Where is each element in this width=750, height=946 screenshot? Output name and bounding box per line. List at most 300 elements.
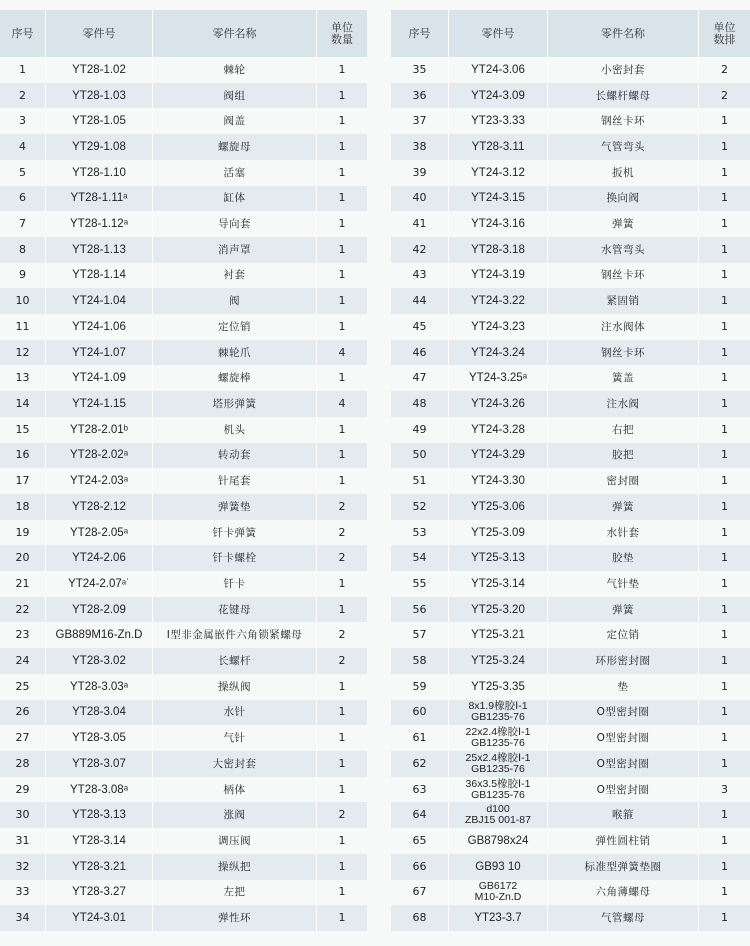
seq-cell: 8 — [19, 242, 26, 256]
table-row — [391, 725, 750, 751]
part-name-cell: 紧固销 — [547, 288, 698, 314]
seq-cell: 56 — [412, 602, 427, 616]
table-row — [391, 57, 750, 83]
table-row — [391, 571, 750, 597]
seq-cell: 11 — [15, 319, 30, 333]
qty-cell: 4 — [316, 391, 367, 417]
part-name-cell: 阀 — [152, 288, 316, 314]
table-row — [0, 391, 367, 417]
qty-cell: 1 — [698, 828, 750, 854]
part-name-cell: O型密封圈 — [547, 777, 698, 803]
seq-cell: 63 — [412, 782, 427, 796]
part-no-cell: YT28-1.14 — [45, 263, 152, 289]
qty-cell: 1 — [316, 777, 367, 803]
part-no-cell: YT24-3.15 — [448, 186, 547, 212]
part-name-cell: 定位销 — [152, 314, 316, 340]
qty-cell: 1 — [698, 520, 750, 546]
part-name-cell: 右把 — [547, 417, 698, 443]
seq-cell: 25 — [15, 679, 30, 693]
seq-cell: 10 — [15, 294, 30, 308]
qty-cell: 1 — [698, 288, 750, 314]
table-row — [391, 108, 750, 134]
table-row — [391, 468, 750, 494]
table-row — [0, 674, 367, 700]
part-name-cell: 转动套 — [152, 443, 316, 469]
table-row — [0, 494, 367, 520]
part-no-cell: YT24-3.26 — [448, 391, 547, 417]
part-name-cell: 钎卡螺栓 — [152, 545, 316, 571]
table-row — [0, 597, 367, 623]
table-row — [0, 700, 367, 726]
qty-cell: 1 — [316, 854, 367, 880]
part-no-cell: YT28-3.14 — [45, 828, 152, 854]
part-name-cell: 气管弯头 — [547, 134, 698, 160]
seq-cell: 34 — [15, 911, 30, 925]
seq-cell: 36 — [412, 88, 427, 102]
header-unit-qty: 单位 数量 — [316, 10, 367, 57]
seq-cell: 60 — [412, 705, 427, 719]
part-no-cell: YT24-3.24 — [448, 340, 547, 366]
qty-cell: 2 — [698, 57, 750, 83]
table-row — [391, 545, 750, 571]
part-name-cell: 弹簧垫 — [152, 494, 316, 520]
seq-cell: 14 — [15, 396, 30, 410]
qty-cell: 2 — [698, 83, 750, 109]
part-no-cell: YT24-1.15 — [45, 391, 152, 417]
part-no-cell: YT24-2.03ᵃ — [45, 468, 152, 494]
table-row — [0, 751, 367, 777]
table-row — [0, 365, 367, 391]
table-row — [0, 443, 367, 469]
seq-cell: 42 — [412, 242, 427, 256]
part-no-cell: YT28-2.02ᵃ — [45, 443, 152, 469]
part-name-cell: 操纵阀 — [152, 674, 316, 700]
qty-cell: 1 — [316, 417, 367, 443]
part-no-cell: YT28-3.18 — [448, 237, 547, 263]
part-name-cell: 喉箍 — [547, 802, 698, 828]
part-no-cell: YT28-3.13 — [45, 802, 152, 828]
table-row — [0, 237, 367, 263]
part-no-cell: YT24-1.06 — [45, 314, 152, 340]
part-name-cell: 气管螺母 — [547, 905, 698, 931]
part-name-cell: O型密封圈 — [547, 700, 698, 726]
seq-cell: 19 — [15, 525, 30, 539]
table-row — [0, 622, 367, 648]
part-name-cell: 密封圈 — [547, 468, 698, 494]
qty-cell: 1 — [316, 468, 367, 494]
seq-cell: 67 — [412, 885, 427, 899]
part-no-cell: YT24-3.22 — [448, 288, 547, 314]
part-name-cell: 换向阀 — [547, 186, 698, 212]
seq-cell: 22 — [15, 602, 30, 616]
seq-cell: 1 — [19, 62, 26, 76]
qty-cell: 1 — [316, 828, 367, 854]
qty-cell: 1 — [316, 674, 367, 700]
table-row — [0, 545, 367, 571]
part-no-cell: YT24-3.19 — [448, 263, 547, 289]
parts-table-right — [391, 10, 750, 931]
qty-cell: 2 — [316, 622, 367, 648]
part-name-cell: 水针套 — [547, 520, 698, 546]
part-name-cell: 操纵把 — [152, 854, 316, 880]
seq-cell: 17 — [15, 474, 30, 488]
table-row — [391, 186, 750, 212]
part-no-cell: YT28-1.12ᵃ — [45, 211, 152, 237]
qty-cell: 1 — [316, 365, 367, 391]
part-name-cell: 左把 — [152, 880, 316, 906]
part-name-cell: 大密封套 — [152, 751, 316, 777]
part-name-cell: 螺旋母 — [152, 134, 316, 160]
qty-cell: 1 — [698, 854, 750, 880]
seq-cell: 6 — [19, 191, 26, 205]
part-name-cell: 钎卡弹簧 — [152, 520, 316, 546]
part-no-cell: 8x1.9橡胶Ⅰ-1 GB1235-76 — [448, 700, 547, 726]
table-row — [0, 340, 367, 366]
table-row — [391, 880, 750, 906]
part-no-cell: YT28-1.02 — [45, 57, 152, 83]
part-no-cell: YT24-3.12 — [448, 160, 547, 186]
seq-cell: 3 — [19, 114, 26, 128]
table-row — [391, 905, 750, 931]
part-name-cell: O型密封圈 — [547, 725, 698, 751]
part-no-cell: YT28-3.27 — [45, 880, 152, 906]
part-no-cell: YT28-3.08ᵃ — [45, 777, 152, 803]
part-no-cell: YT25-3.20 — [448, 597, 547, 623]
qty-cell: 1 — [698, 545, 750, 571]
part-name-cell: 钎卡 — [152, 571, 316, 597]
part-no-cell: YT23-3.33 — [448, 108, 547, 134]
part-name-cell: 涨阀 — [152, 802, 316, 828]
part-no-cell: 25x2.4橡胶Ⅰ-1 GB1235-76 — [448, 751, 547, 777]
part-no-cell: GB8798x24 — [448, 828, 547, 854]
qty-cell: 1 — [316, 263, 367, 289]
seq-cell: 43 — [412, 268, 427, 282]
part-no-cell: YT24-3.01 — [45, 905, 152, 931]
part-no-cell: YT28-1.03 — [45, 83, 152, 109]
qty-cell: 1 — [316, 571, 367, 597]
qty-cell: 1 — [316, 83, 367, 109]
part-no-cell: YT28-3.21 — [45, 854, 152, 880]
seq-cell: 61 — [412, 731, 427, 745]
table-row — [0, 314, 367, 340]
part-no-cell: YT28-3.02 — [45, 648, 152, 674]
seq-cell: 54 — [412, 551, 427, 565]
part-no-cell: GB93 10 — [448, 854, 547, 880]
part-no-cell: YT28-1.10 — [45, 160, 152, 186]
part-no-cell: YT24-2.07ᵃ˙ — [45, 571, 152, 597]
part-no-cell: YT24-2.06 — [45, 545, 152, 571]
seq-cell: 57 — [412, 628, 427, 642]
part-name-cell: 扳机 — [547, 160, 698, 186]
seq-cell: 15 — [15, 422, 30, 436]
seq-cell: 12 — [15, 345, 30, 359]
qty-cell: 1 — [316, 211, 367, 237]
table-row — [391, 648, 750, 674]
part-name-cell: 胶把 — [547, 443, 698, 469]
seq-cell: 37 — [412, 114, 427, 128]
table-row — [391, 83, 750, 109]
part-name-cell: 长螺杆螺母 — [547, 83, 698, 109]
qty-cell: 1 — [698, 802, 750, 828]
seq-cell: 45 — [412, 319, 427, 333]
table-row — [391, 751, 750, 777]
header-seq: 序号 — [11, 26, 34, 40]
seq-cell: 40 — [412, 191, 427, 205]
seq-cell: 9 — [19, 268, 26, 282]
part-no-cell: YT24-1.09 — [45, 365, 152, 391]
qty-cell: 4 — [316, 340, 367, 366]
part-name-cell: 钢丝卡环 — [547, 263, 698, 289]
table-row — [0, 108, 367, 134]
seq-cell: 29 — [15, 782, 30, 796]
qty-cell: 1 — [316, 186, 367, 212]
part-no-cell: YT28-3.04 — [45, 700, 152, 726]
table-row — [391, 160, 750, 186]
seq-cell: 35 — [412, 62, 427, 76]
seq-cell: 23 — [15, 628, 30, 642]
part-no-cell: YT24-1.07 — [45, 340, 152, 366]
part-no-cell: YT25-3.06 — [448, 494, 547, 520]
qty-cell: 1 — [316, 314, 367, 340]
part-name-cell: 环形密封圈 — [547, 648, 698, 674]
table-body — [391, 57, 750, 931]
header-part-name: 零件名称 — [152, 10, 316, 57]
part-name-cell: 簧盖 — [547, 365, 698, 391]
qty-cell: 1 — [316, 288, 367, 314]
qty-cell: 1 — [698, 725, 750, 751]
seq-cell: 20 — [15, 551, 30, 565]
seq-cell: 64 — [412, 808, 427, 822]
qty-cell: 1 — [698, 905, 750, 931]
part-name-cell: 螺旋棒 — [152, 365, 316, 391]
part-no-cell: YT28-3.07 — [45, 751, 152, 777]
table-row — [0, 468, 367, 494]
table-row — [0, 777, 367, 803]
qty-cell: 2 — [316, 545, 367, 571]
qty-cell: 1 — [698, 340, 750, 366]
qty-cell: 1 — [698, 597, 750, 623]
qty-cell: 1 — [316, 725, 367, 751]
part-no-cell: 36x3.5橡胶Ⅰ-1 GB1235-76 — [448, 777, 547, 803]
qty-cell: 1 — [698, 314, 750, 340]
qty-cell: 1 — [316, 134, 367, 160]
table-row — [391, 340, 750, 366]
parts-table-left — [0, 10, 367, 931]
qty-cell: 1 — [316, 751, 367, 777]
qty-cell: 2 — [316, 494, 367, 520]
qty-cell: 1 — [698, 108, 750, 134]
qty-cell: 1 — [698, 571, 750, 597]
table-body — [0, 57, 367, 931]
part-name-cell: 调压阀 — [152, 828, 316, 854]
part-no-cell: YT24-3.09 — [448, 83, 547, 109]
part-name-cell: 缸体 — [152, 186, 316, 212]
table-row — [391, 674, 750, 700]
part-name-cell: 注水阀 — [547, 391, 698, 417]
table-row — [391, 365, 750, 391]
part-name-cell: 棘轮爪 — [152, 340, 316, 366]
table-row — [391, 314, 750, 340]
seq-cell: 58 — [412, 654, 427, 668]
part-no-cell: YT24-3.16 — [448, 211, 547, 237]
table-row — [391, 597, 750, 623]
part-name-cell: 消声罩 — [152, 237, 316, 263]
part-name-cell: 钢丝卡环 — [547, 108, 698, 134]
seq-cell: 41 — [412, 217, 427, 231]
part-name-cell: 针尾套 — [152, 468, 316, 494]
table-row — [0, 417, 367, 443]
seq-cell: 27 — [15, 731, 30, 745]
qty-cell: 1 — [698, 468, 750, 494]
seq-cell: 53 — [412, 525, 427, 539]
part-no-cell: YT25-3.14 — [448, 571, 547, 597]
table-row — [0, 854, 367, 880]
seq-cell: 30 — [15, 808, 30, 822]
seq-cell: 18 — [15, 499, 30, 513]
part-name-cell: 胶垫 — [547, 545, 698, 571]
table-row — [391, 263, 750, 289]
part-no-cell: YT24-3.28 — [448, 417, 547, 443]
header-part-no: 零件号 — [448, 10, 547, 57]
seq-cell: 5 — [19, 165, 26, 179]
qty-cell: 1 — [316, 237, 367, 263]
part-no-cell: YT24-3.25ᵃ — [448, 365, 547, 391]
seq-cell: 50 — [412, 448, 427, 462]
part-no-cell: d100 ZBJ15 001-87 — [448, 802, 547, 828]
table-row — [0, 880, 367, 906]
part-no-cell: YT24-3.29 — [448, 443, 547, 469]
qty-cell: 1 — [698, 443, 750, 469]
table-row — [0, 828, 367, 854]
qty-cell: 1 — [698, 880, 750, 906]
seq-cell: 66 — [412, 859, 427, 873]
qty-cell: 1 — [316, 57, 367, 83]
table-row — [0, 57, 367, 83]
part-name-cell: 塔形弹簧 — [152, 391, 316, 417]
table-row — [391, 700, 750, 726]
seq-cell: 32 — [15, 859, 30, 873]
part-no-cell: GB6172 M10-Zn.D — [448, 880, 547, 906]
qty-cell: 1 — [698, 391, 750, 417]
table-row — [0, 186, 367, 212]
part-no-cell: YT28-3.03ᵃ — [45, 674, 152, 700]
part-name-cell: 弹性环 — [152, 905, 316, 931]
part-name-cell: 阀盖 — [152, 108, 316, 134]
part-name-cell: 阀组 — [152, 83, 316, 109]
part-name-cell: 垫 — [547, 674, 698, 700]
table-row — [391, 494, 750, 520]
qty-cell: 1 — [316, 443, 367, 469]
seq-cell: 65 — [412, 833, 427, 847]
qty-cell: 1 — [316, 905, 367, 931]
part-no-cell: YT23-3.7 — [448, 905, 547, 931]
part-no-cell: YT24-3.30 — [448, 468, 547, 494]
qty-cell: 1 — [698, 622, 750, 648]
qty-cell: 1 — [698, 751, 750, 777]
table-row — [0, 571, 367, 597]
table-header — [391, 10, 750, 57]
table-row — [0, 211, 367, 237]
table-row — [391, 443, 750, 469]
qty-cell: 1 — [698, 237, 750, 263]
qty-cell: 1 — [698, 186, 750, 212]
part-no-cell: GB889M16-Zn.D — [45, 622, 152, 648]
seq-cell: 52 — [412, 499, 427, 513]
qty-cell: 1 — [698, 160, 750, 186]
seq-cell: 49 — [412, 422, 427, 436]
part-name-cell: 定位销 — [547, 622, 698, 648]
part-name-cell: 弹性圆柱销 — [547, 828, 698, 854]
qty-cell: 1 — [698, 134, 750, 160]
table-row — [391, 777, 750, 803]
seq-cell: 39 — [412, 165, 427, 179]
part-no-cell: YT25-3.24 — [448, 648, 547, 674]
table-row — [391, 417, 750, 443]
part-name-cell: 活塞 — [152, 160, 316, 186]
part-name-cell: 钢丝卡环 — [547, 340, 698, 366]
part-name-cell: 六角薄螺母 — [547, 880, 698, 906]
part-no-cell: YT25-3.13 — [448, 545, 547, 571]
seq-cell: 55 — [412, 576, 427, 590]
part-no-cell: YT28-3.05 — [45, 725, 152, 751]
qty-cell: 1 — [316, 597, 367, 623]
qty-cell: 2 — [316, 648, 367, 674]
table-row — [391, 288, 750, 314]
part-name-cell: 花键母 — [152, 597, 316, 623]
table-row — [391, 237, 750, 263]
seq-cell: 26 — [15, 705, 30, 719]
seq-cell: 33 — [15, 885, 30, 899]
part-no-cell: YT24-3.06 — [448, 57, 547, 83]
part-name-cell: 柄体 — [152, 777, 316, 803]
table-row — [391, 802, 750, 828]
part-no-cell: YT25-3.09 — [448, 520, 547, 546]
seq-cell: 7 — [19, 217, 26, 231]
part-no-cell: YT28-1.11ᵃ — [45, 186, 152, 212]
part-name-cell: 气针垫 — [547, 571, 698, 597]
part-no-cell: YT24-1.04 — [45, 288, 152, 314]
table-row — [0, 160, 367, 186]
seq-cell: 47 — [412, 371, 427, 385]
part-name-cell: 长螺杆 — [152, 648, 316, 674]
part-no-cell: YT25-3.21 — [448, 622, 547, 648]
table-row — [0, 648, 367, 674]
table-row — [391, 622, 750, 648]
part-name-cell: 导向套 — [152, 211, 316, 237]
table-row — [0, 520, 367, 546]
part-name-cell: 标准型弹簧垫圈 — [547, 854, 698, 880]
header-part-no: 零件号 — [45, 10, 152, 57]
seq-cell: 21 — [15, 576, 30, 590]
qty-cell: 1 — [698, 365, 750, 391]
qty-cell: 2 — [316, 520, 367, 546]
table-row — [0, 802, 367, 828]
part-no-cell: 22x2.4橡胶Ⅰ-1 GB1235-76 — [448, 725, 547, 751]
part-no-cell: YT25-3.35 — [448, 674, 547, 700]
seq-cell: 68 — [412, 911, 427, 925]
seq-cell: 24 — [15, 654, 30, 668]
qty-cell: 1 — [698, 494, 750, 520]
qty-cell: 2 — [316, 802, 367, 828]
header-part-name: 零件名称 — [547, 10, 698, 57]
table-row — [0, 83, 367, 109]
part-name-cell: 衬套 — [152, 263, 316, 289]
qty-cell: 1 — [316, 700, 367, 726]
seq-cell: 31 — [15, 833, 30, 847]
table-row — [391, 520, 750, 546]
table-header — [0, 10, 367, 57]
part-no-cell: YT28-1.13 — [45, 237, 152, 263]
